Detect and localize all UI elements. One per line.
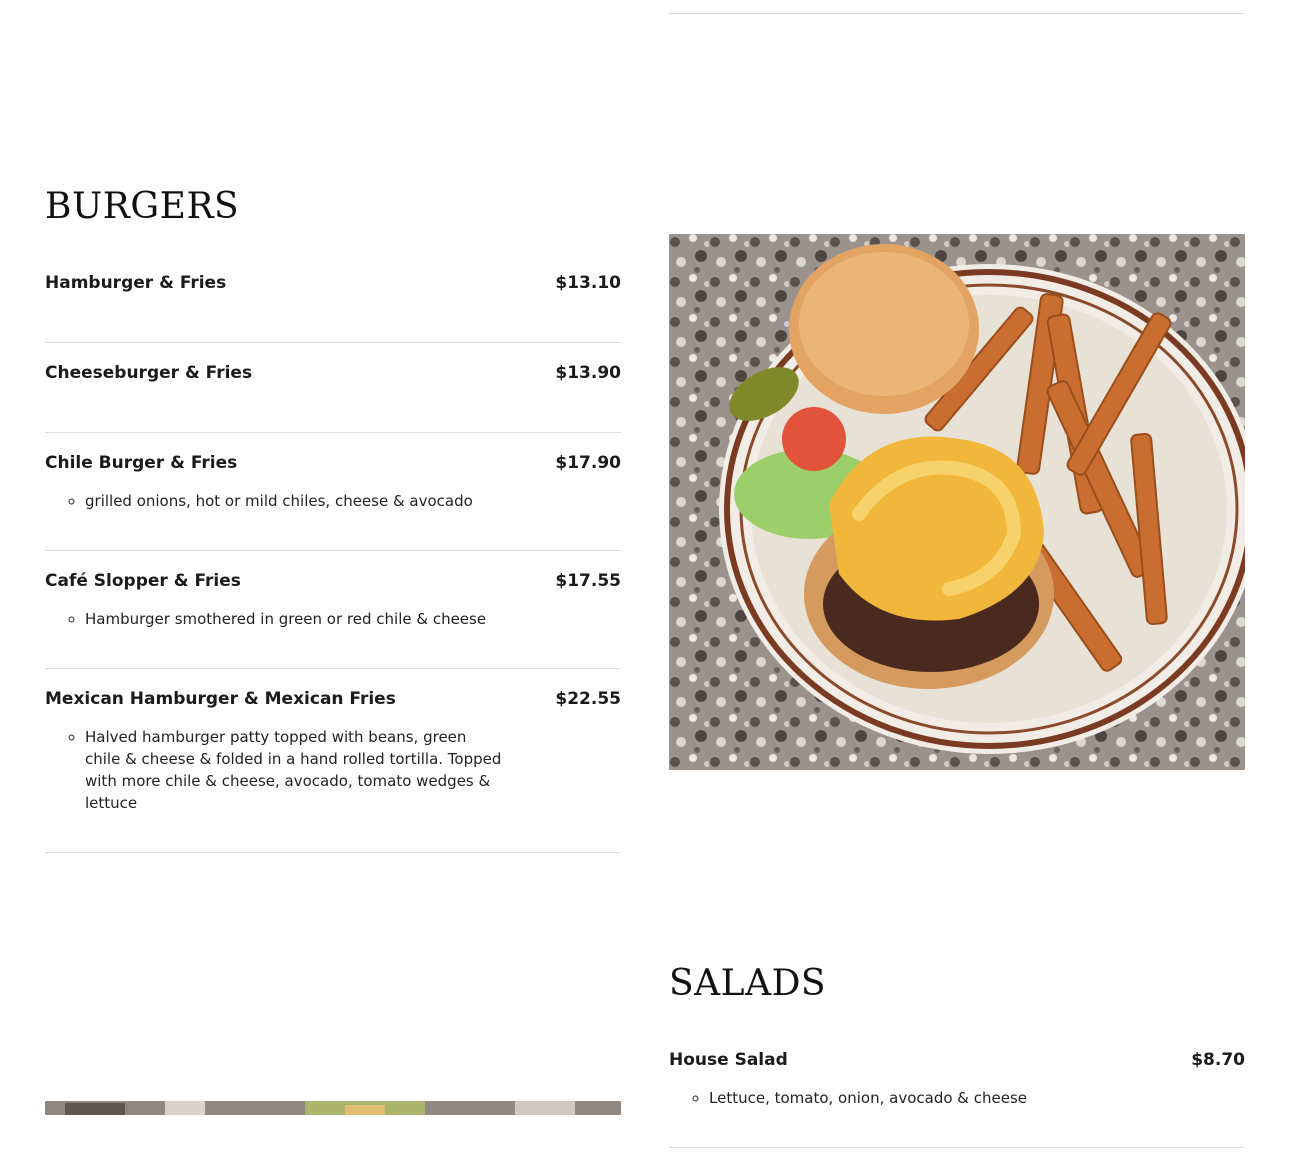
burger-and-fries-photo — [669, 234, 1245, 770]
item-description: ◦ Halved hamburger patty topped with beans, green chile & cheese & folded in a hand rolled tortilla. Topped with more chile & cheese, avocado, tomato wedges & lettuce — [85, 726, 505, 814]
item-name: Café Slopper & Fries — [45, 571, 241, 591]
partial-photo-illustration — [45, 1101, 621, 1115]
item-price: $8.70 — [1191, 1050, 1245, 1070]
menu-item — [45, 688, 621, 853]
item-price: $17.55 — [555, 571, 621, 591]
item-name: Chile Burger & Fries — [45, 453, 238, 473]
top-divider — [669, 13, 1245, 14]
item-name: Hamburger & Fries — [45, 273, 227, 293]
item-price: $22.55 — [555, 689, 621, 709]
burgers-section-title: BURGERS — [45, 186, 240, 227]
item-price: $17.90 — [555, 453, 621, 473]
item-name: House Salad — [669, 1050, 788, 1070]
burgers-menu-list — [45, 272, 621, 872]
item-description-list — [669, 1087, 1245, 1109]
partial-food-photo — [45, 1101, 621, 1115]
item-price: $13.10 — [555, 273, 621, 293]
item-description: ◦ grilled onions, hot or mild chiles, cheese & avocado — [85, 490, 505, 512]
item-description-list — [45, 490, 621, 512]
item-description: ◦ Lettuce, tomato, onion, avocado & cheese — [709, 1087, 1129, 1109]
item-price: $13.90 — [555, 363, 621, 383]
item-description: ◦ Hamburger smothered in green or red chile & cheese — [85, 608, 505, 630]
salads-menu-list — [669, 1049, 1245, 1167]
burger-plate-illustration — [669, 234, 1245, 770]
menu-item — [45, 570, 621, 669]
menu-item — [45, 272, 621, 343]
item-name: Cheeseburger & Fries — [45, 363, 253, 383]
salads-section-title: SALADS — [669, 963, 827, 1004]
item-description-list — [45, 608, 621, 630]
item-name: Mexican Hamburger & Mexican Fries — [45, 689, 396, 709]
menu-item — [669, 1049, 1245, 1148]
menu-item — [45, 362, 621, 433]
menu-item — [45, 452, 621, 551]
item-description-list — [45, 726, 621, 814]
